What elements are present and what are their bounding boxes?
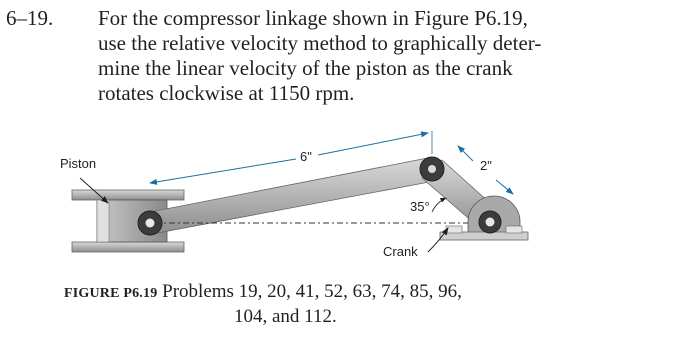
problem-line-1: For the compressor linkage shown in Figure P6.19, [98,6,528,30]
label-angle: 35° [410,199,430,214]
dim-6-arrow-right [318,133,428,155]
caption-line-1: Problems 19, 20, 41, 52, 63, 74, 85, 96, [162,281,462,302]
problem-number: 6–19. [6,6,54,30]
dim-2-arrow-down [496,180,513,194]
problem-line-4: rotates clockwise at 1150 rpm. [98,81,355,105]
figure-caption [64,279,462,327]
label-length-6: 6" [300,149,312,164]
guide-rail-top [72,190,184,200]
dim-2-arrow-up [458,146,473,161]
label-piston: Piston [60,156,97,171]
angle-arc [432,198,446,212]
label-crank: Crank [383,244,418,259]
dim-6-arrow-left [150,159,296,183]
guide-rail-bottom [72,242,184,252]
caption-tag: FIGURE P6.19 [64,286,158,301]
caption-line-2: 104, and 112. [234,306,337,327]
problem-line-3: mine the linear velocity of the piston as the crank [98,56,513,80]
problem-line-2: use the relative velocity method to graphically deter- [98,31,542,55]
label-length-2: 2" [480,158,492,173]
